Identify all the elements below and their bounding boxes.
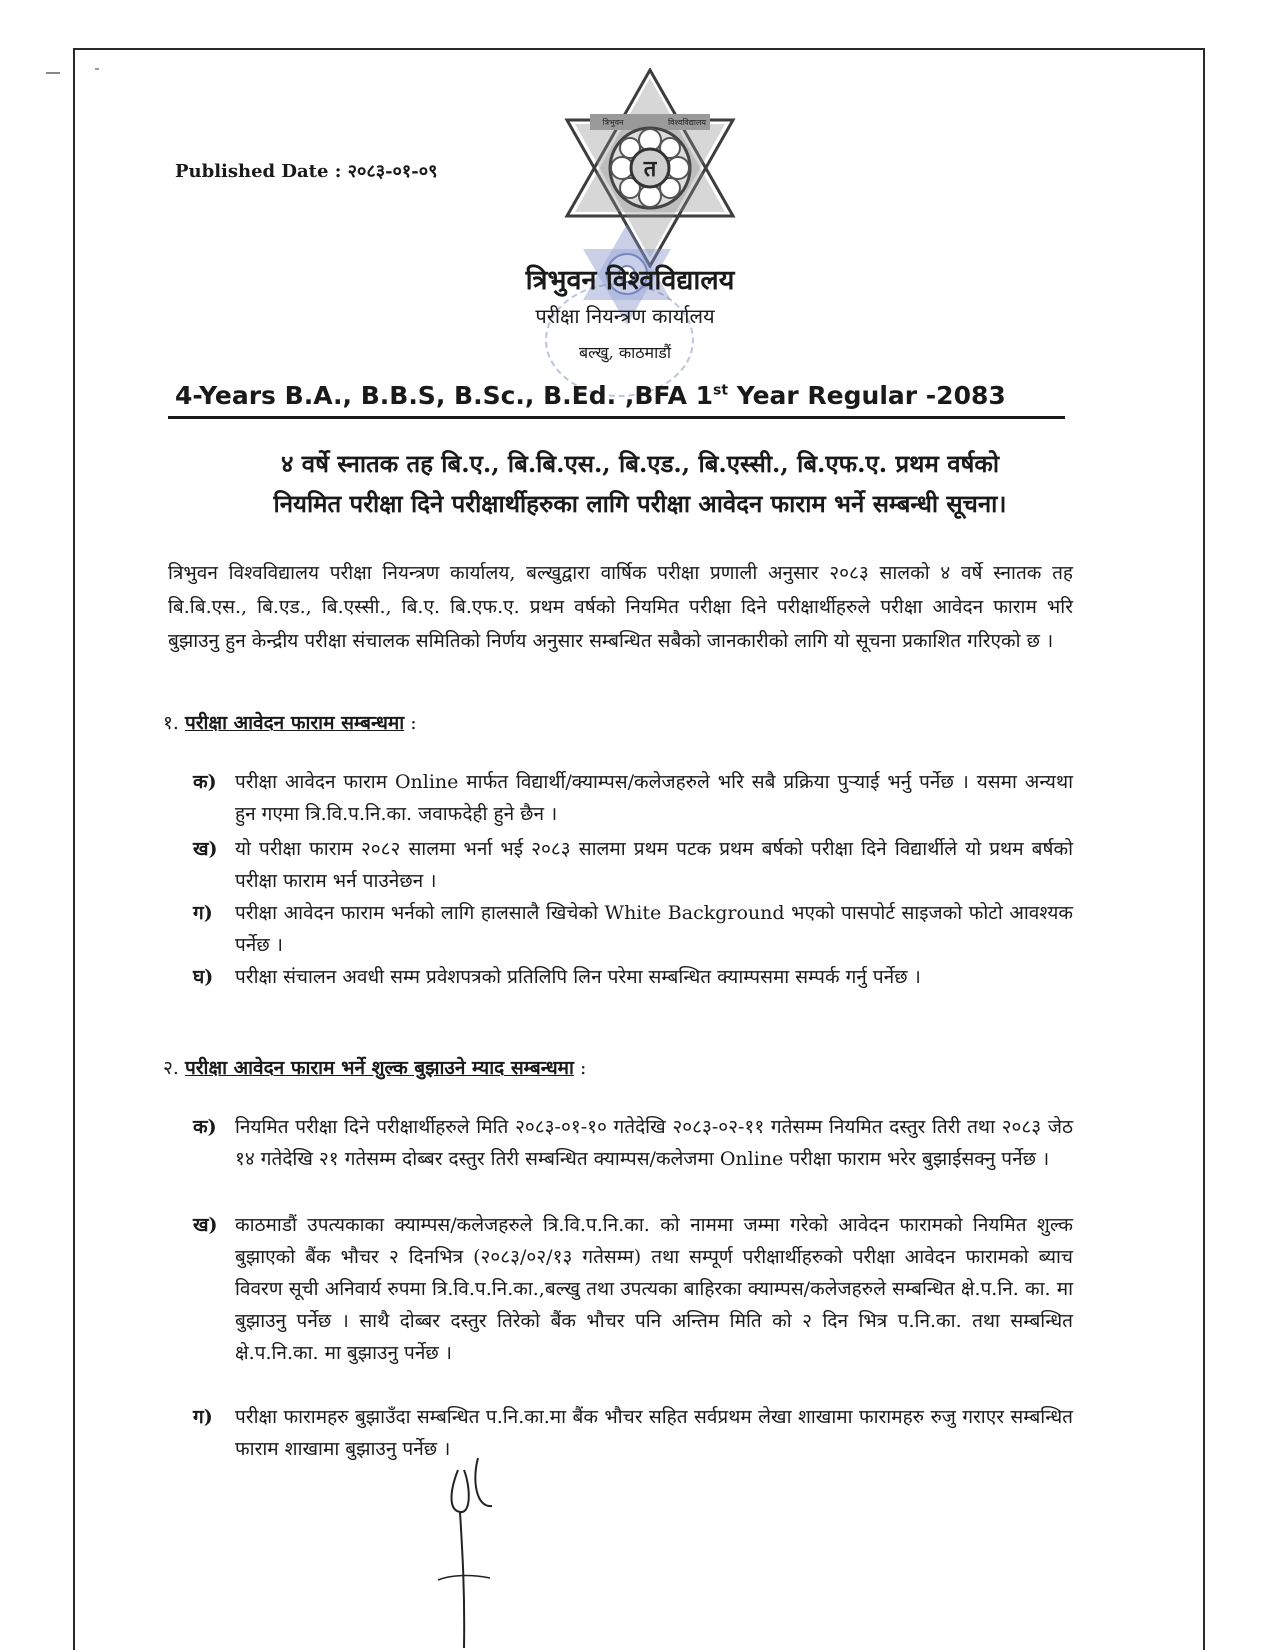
section-2-item-ga [193, 1401, 1073, 1465]
section-1-title: परीक्षा आवेदन फाराम सम्बन्धमा [184, 712, 405, 734]
section-2-colon: : [579, 1057, 587, 1079]
scan-dot [95, 68, 99, 70]
page-border-right [1203, 48, 1205, 1650]
intro-paragraph: त्रिभुवन विश्वविद्यालय परीक्षा नियन्त्रण कार्यालय, बल्खुद्वारा वार्षिक परीक्षा प्रणाली अनुसार २०८३ सालको ४ वर्षे स्नातक तह बि.बि.एस., बि.एड., बि.एस्सी., बि.ए. बि.एफ.ए. प्रथम वर्षको नियमित परीक्षा दिने परीक्षार्थीहरुले परीक्षा आवेदन फाराम भरि बुझाउनु हुन केन्द्रीय परीक्षा संचालक समितिको निर्णय अनुसार सम्बन्धित सबैको जानकारीको लागि यो सूचना प्रकाशित गरिएको छ । [168, 562, 1073, 652]
scan-mark [46, 72, 60, 74]
published-date-value: २०८३-०१-०९ [347, 161, 438, 182]
section-2-heading [163, 1054, 586, 1080]
section-1-number: १. [163, 712, 179, 734]
section-2-number: २. [163, 1057, 179, 1079]
office-location: बल्खु, काठमाडौं [579, 343, 671, 362]
item-text: काठमाडौं उपत्यकाका क्याम्पस/कलेजहरुले त्रि.वि.प.नि.का. को नाममा जम्मा गरेको आवेदन फारामको नियमित शुल्क बुझाएको बैंक भौचर २ दिनभित्र (२०८३/०२/१३ गतेसम्म) तथा सम्पूर्ण परीक्षार्थीहरुको परीक्षा आवेदन फारामको ब्याच विवरण सूची अनिवार्य रुपमा त्रि.वि.प.नि.का.,बल्खु तथा उपत्यका बाहिरका क्याम्पस/कलेजहरुले सम्बन्धित क्षे.प.नि. का. मा बुझाउनु पर्नेछ । साथै दोब्बर दस्तुर तिरेको बैंक भौचर पनि अन्तिम मिति को २ दिन भित्र प.नि.का. तथा सम्बन्धित क्षे.प.नि.का. मा बुझाउनु पर्नेछ । [235, 1214, 1073, 1364]
item-label: क) [193, 1116, 217, 1138]
item-label: ख) [193, 1214, 218, 1236]
section-1-colon: : [410, 712, 417, 734]
item-text: परीक्षा संचालन अवधी सम्म प्रवेशपत्रको प्रतिलिपि लिन परेमा सम्बन्धित क्याम्पसमा सम्पर्क गर्नु पर्नेछ । [235, 966, 921, 988]
emblem-ribbon-right: विश्वविद्यालय [667, 118, 707, 127]
section-2-title: परीक्षा आवेदन फाराम भर्ने शुल्क बुझाउने म्याद सम्बन्धमा [184, 1057, 574, 1079]
item-label: ग) [193, 902, 213, 924]
item-text: नियमित परीक्षा दिने परीक्षार्थीहरुले मिति २०८३-०१-१० गतेदेखि २०८३-०२-११ गतेसम्म नियमित दस्तुर तिरी तथा २०८३ जेठ १४ गतेदेखि २१ गतेसम्म दोब्बर दस्तुर तिरी सम्बन्धित क्याम्पस/कलेजमा Online परीक्षा फाराम भरेर बुझाईसक्नु पर्नेछ । [235, 1116, 1073, 1170]
published-date-label: Published Date : [175, 161, 342, 182]
headline-line-1: ४ वर्षे स्नातक तह बि.ए., बि.बि.एस., बि.एड., बि.एस्सी., बि.एफ.ए. प्रथम वर्षको [280, 449, 1000, 478]
item-label: ग) [193, 1406, 213, 1428]
headline-line-2: नियमित परीक्षा दिने परीक्षार्थीहरुका लागि परीक्षा आवेदन फाराम भर्ने सम्बन्धी सूचना। [273, 489, 1007, 518]
item-text: परीक्षा आवेदन फाराम Online मार्फत विद्यार्थी/क्याम्पस/कलेजहरुले भरि सबै प्रक्रिया पुऱ्याई भर्नु पर्नेछ । यसमा अन्यथा हुन गएमा त्रि.वि.प.नि.का. जवाफदेही हुने छैन । [235, 771, 1073, 825]
section-1-item-ka [193, 766, 1073, 830]
emblem-center-letter: त [643, 157, 657, 182]
item-text: यो परीक्षा फाराम २०८२ सालमा भर्ना भई २०८३ सालमा प्रथम पटक प्रथम बर्षको परीक्षा दिने विद्यार्थीले यो प्रथम बर्षको परीक्षा फाराम भर्न पाउनेछन । [235, 838, 1073, 892]
notice-headline [160, 444, 1120, 524]
published-date [175, 159, 437, 183]
section-1-item-ga [193, 897, 1073, 961]
section-2-item-kha [193, 1209, 1073, 1369]
page-border-top [73, 48, 1205, 50]
section-1-item-gha [193, 961, 1073, 993]
item-label: घ) [193, 966, 214, 988]
university-name: त्रिभुवन विश्वविद्यालय [525, 265, 735, 296]
exam-title-rest: Year Regular -2083 [728, 381, 1006, 410]
handwritten-signature-icon [420, 1450, 530, 1650]
office-seal-ring [545, 283, 694, 397]
section-2-item-ka [193, 1111, 1073, 1175]
exam-title-main: 4-Years B.A., B.B.S, B.Sc., B.Ed. ,BFA 1 [175, 381, 714, 410]
title-underline [168, 416, 1065, 419]
section-1-heading [163, 709, 417, 735]
item-label: क) [193, 771, 217, 793]
item-text: परीक्षा फारामहरु बुझाउँदा सम्बन्धित प.नि.का.मा बैंक भौचर सहित सर्वप्रथम लेखा शाखामा फारामहरु रुजु गराएर सम्बन्धित फाराम शाखामा बुझाउनु पर्नेछ । [235, 1406, 1073, 1460]
exam-title [175, 381, 1006, 410]
item-text: परीक्षा आवेदन फाराम भर्नको लागि हालसालै खिचेको White Background भएको पासपोर्ट साइजको फोटो आवश्यक पर्नेछ । [235, 902, 1073, 956]
exam-title-sup: st [713, 382, 729, 399]
page-border-left [73, 48, 75, 1650]
emblem-ribbon-left: त्रिभुवन [602, 118, 624, 127]
section-1-item-kha [193, 833, 1073, 897]
office-name: परीक्षा नियन्त्रण कार्यालय [535, 304, 715, 328]
item-label: ख) [193, 838, 218, 860]
